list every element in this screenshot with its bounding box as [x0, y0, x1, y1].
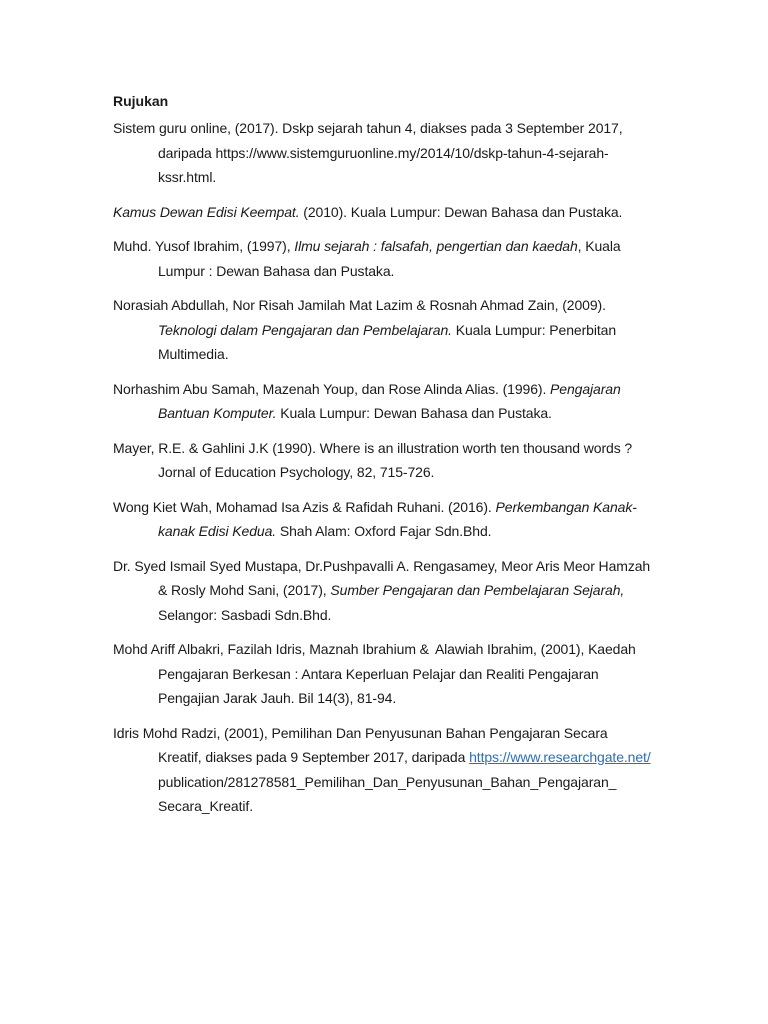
reference-title: Sumber Pengajaran dan Pembelajaran Sejarah,: [330, 582, 625, 598]
reference-title: Pengajaran: [550, 380, 621, 397]
reference-item: [113, 234, 661, 283]
reference-text: Mohd Ariff Albakri, Fazilah Idris, Maznah Ibrahium &: [113, 641, 429, 657]
reference-text: Selangor: Sasbadi Sdn.Bhd.: [158, 606, 332, 623]
reference-item: [113, 436, 661, 485]
reference-item: [113, 200, 661, 225]
reference-text: (2010). Kuala Lumpur: Dewan Bahasa dan Pustaka.: [299, 203, 623, 220]
reference-text: Wong Kiet Wah, Mohamad Isa Azis & Rafidah Ruhani. (2016).: [113, 498, 496, 515]
reference-text: Sistem guru online, (2017). Dskp sejarah tahun 4, diakses pada 3 September 2017,: [113, 120, 623, 136]
reference-title: Teknologi dalam Pengajaran dan Pembelajaran.: [158, 321, 452, 338]
reference-title: Bantuan Komputer.: [158, 405, 277, 421]
document-page: [113, 90, 661, 829]
reference-text: Jornal of Education Psychology, 82, 715-726.: [158, 464, 435, 480]
reference-text: Pengajaran Berkesan : Antara Keperluan Pelajar dan Realiti Pengajaran: [158, 665, 599, 682]
reference-item: [113, 116, 661, 190]
reference-text: & Rosly Mohd Sani, (2017),: [158, 582, 331, 598]
reference-item: [113, 637, 661, 711]
reference-text: Kreatif, diakses pada 9 September 2017, daripada: [158, 749, 470, 765]
reference-text: publication/281278581_Pemilihan_Dan_Penyusunan_Bahan_Pengajaran_: [158, 773, 617, 790]
reference-text: , Kuala: [577, 238, 621, 254]
reference-title: Kamus Dewan Edisi Keempat.: [113, 203, 300, 220]
reference-text: Secara_Kreatif.: [158, 798, 253, 814]
reference-text: Lumpur : Dewan Bahasa dan Pustaka.: [158, 262, 395, 279]
reference-text: Kuala Lumpur: Dewan Bahasa dan Pustaka.: [276, 405, 552, 421]
reference-text: Norhashim Abu Samah, Mazenah Youp, dan Rose Alinda Alias. (1996).: [113, 380, 551, 397]
reference-text: Shah Alam: Oxford Fajar Sdn.Bhd.: [276, 523, 492, 539]
page-heading: Rujukan: [113, 93, 169, 109]
researchgate-link[interactable]: https://www.researchgate.net/: [469, 749, 651, 765]
reference-text: Pengajian Jarak Jauh. Bil 14(3), 81-94.: [158, 690, 397, 706]
reference-text: Idris Mohd Radzi, (2001), Pemilihan Dan Penyusunan Bahan Pengajaran Secara: [113, 724, 608, 741]
reference-item: [113, 554, 661, 628]
reference-text: Mayer, R.E. & Gahlini J.K (1990). Where is an illustration worth ten thousand words ?: [113, 439, 633, 456]
reference-title: kanak Edisi Kedua.: [158, 523, 277, 539]
reference-text: kssr.html.: [158, 169, 217, 185]
reference-item: [113, 377, 661, 426]
reference-item: [113, 721, 661, 819]
reference-text: Kuala Lumpur: Penerbitan: [451, 321, 617, 338]
reference-text: Norasiah Abdullah, Nor Risah Jamilah Mat Lazim & Rosnah Ahmad Zain, (2009).: [113, 297, 606, 313]
reference-text: daripada https://www.sistemguruonline.my/2014/10/dskp-tahun-4-sejarah-: [158, 144, 609, 161]
reference-text: Alawiah Ibrahim, (2001), Kaedah: [434, 641, 636, 657]
reference-title: Ilmu sejarah : falsafah, pengertian dan kaedah: [294, 238, 578, 254]
reference-text: Multimedia.: [158, 346, 229, 362]
reference-title: Perkembangan Kanak-: [495, 498, 637, 515]
reference-item: [113, 293, 661, 367]
reference-item: [113, 495, 661, 544]
reference-text: Dr. Syed Ismail Syed Mustapa, Dr.Pushpavalli A. Rengasamey, Meor Aris Meor Hamzah: [113, 557, 651, 574]
reference-text: Muhd. Yusof Ibrahim, (1997),: [113, 238, 295, 254]
